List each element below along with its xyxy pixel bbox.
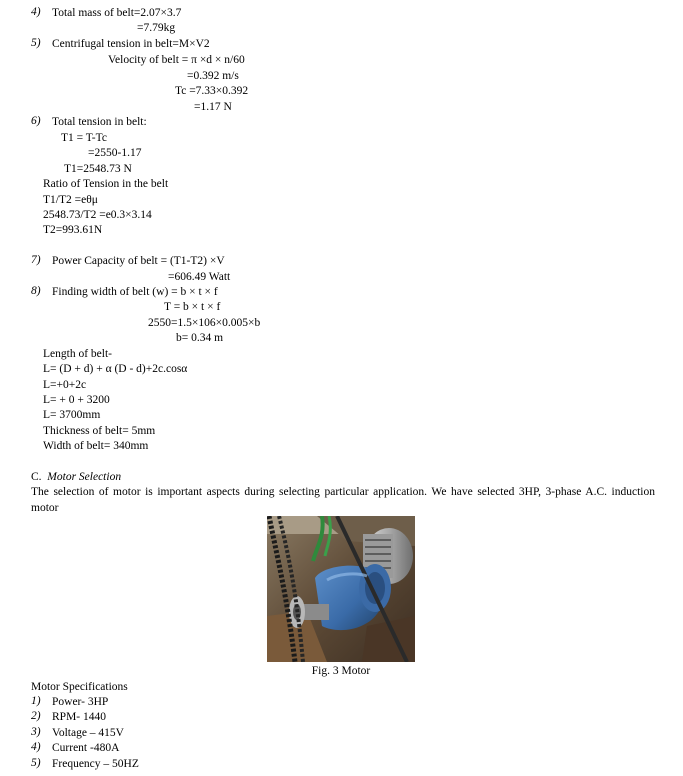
t1-equation: T1 = T-Tc (61, 132, 107, 144)
motor-photo (267, 516, 415, 662)
total-mass-result: =7.79kg (137, 22, 176, 34)
total-tension-heading: Total tension in belt: (52, 116, 147, 128)
item-number-6: 6) (31, 115, 41, 127)
belt-length-label: Length of belt- (43, 348, 112, 360)
item-number-4: 4) (31, 6, 41, 18)
t2-result: T2=993.61N (43, 224, 103, 236)
tc-equation: Tc =7.33×0.392 (175, 85, 249, 97)
spec-voltage: Voltage – 415V (52, 727, 124, 739)
belt-width-result: b= 0.34 m (176, 332, 224, 344)
section-title: Motor Selection (47, 471, 122, 483)
spec-number: 2) (31, 710, 41, 722)
t1-substitution: =2550-1.17 (88, 147, 142, 159)
belt-length-step-1: L=+0+2c (43, 379, 87, 391)
belt-width-formula: T = b × t × f (164, 301, 221, 313)
belt-width-final: Width of belt= 340mm (43, 440, 149, 452)
belt-width-equation: Finding width of belt (w) = b × t × f (52, 286, 218, 298)
t1-result: T1=2548.73 N (64, 163, 132, 175)
figure-caption: Fig. 3 Motor (311, 665, 371, 677)
spec-power: Power- 3HP (52, 696, 109, 708)
belt-length-result: L= 3700mm (43, 409, 101, 421)
belt-thickness: Thickness of belt= 5mm (43, 425, 156, 437)
spec-current: Current -480A (52, 742, 120, 754)
centrifugal-tension-equation: Centrifugal tension in belt=M×V2 (52, 38, 210, 50)
spec-number: 1) (31, 695, 41, 707)
section-heading-motor-selection (31, 470, 121, 484)
velocity-result: =0.392 m/s (187, 70, 239, 82)
tension-ratio-substitution: 2548.73/T2 =e0.3×3.14 (43, 209, 152, 221)
power-capacity-equation: Power Capacity of belt = (T1-T2) ×V (52, 255, 225, 267)
item-number-7: 7) (31, 254, 41, 266)
spec-number: 4) (31, 741, 41, 753)
tc-result: =1.17 N (194, 101, 232, 113)
item-number-8: 8) (31, 285, 41, 297)
total-mass-equation: Total mass of belt=2.07×3.7 (52, 7, 182, 19)
section-letter: C. (31, 471, 42, 483)
spec-frequency: Frequency – 50HZ (52, 758, 139, 770)
specs-title: Motor Specifications (31, 681, 128, 693)
spec-rpm: RPM- 1440 (52, 711, 106, 723)
power-capacity-result: =606.49 Watt (168, 271, 231, 283)
tension-ratio-equation: T1/T2 =eθμ (43, 194, 98, 206)
spec-number: 3) (31, 726, 41, 738)
belt-width-substitution: 2550=1.5×106×0.005×b (148, 317, 261, 329)
spec-number: 5) (31, 757, 41, 769)
belt-length-step-2: L= + 0 + 3200 (43, 394, 110, 406)
motor-selection-paragraph: The selection of motor is important aspects during selecting particular application. We have selected 3HP, 3-phase A.C. induction motor (31, 486, 655, 514)
item-number-5: 5) (31, 37, 41, 49)
belt-length-equation: L= (D + d) + α (D - d)+2c.cosα (43, 363, 188, 375)
tension-ratio-label: Ratio of Tension in the belt (43, 178, 169, 190)
velocity-equation: Velocity of belt = π ×d × n/60 (108, 54, 245, 66)
